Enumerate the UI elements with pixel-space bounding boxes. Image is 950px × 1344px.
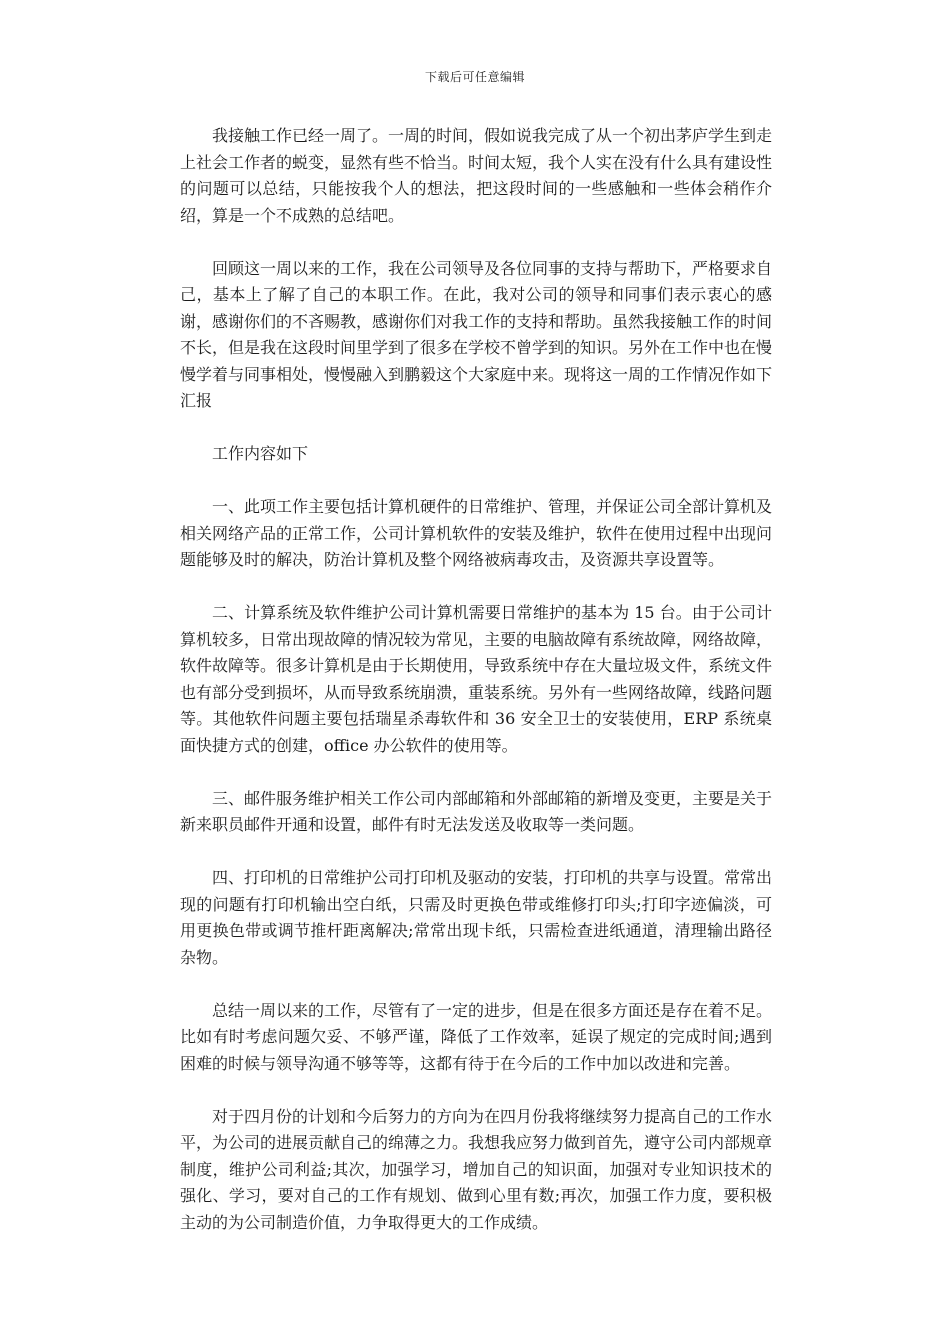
paragraph-intro: 我接触工作已经一周了。一周的时间，假如说我完成了从一个初出茅庐学生到走上社会工作者的蜕变，显然有些不恰当。时间太短，我个人实在没有什么具有建设性的问题可以总结，只能按我个人的想法，把这段时间的一些感触和一些体会稍作介绍，算是一个不成熟的总结吧。: [180, 126, 773, 225]
paragraph-plan: 对于四月份的计划和今后努力的方向为在四月份我将继续努力提高自己的工作水平，为公司的进展贡献自己的绵薄之力。我想我应努力做到首先，遵守公司内部规章制度，维护公司利益;其次，加强学习，增加自己的知识面，加强对专业知识技术的强化、学习，要对自己的工作有规划、做到心里有数;再次，加强工作力度，要积极主动的为公司制造价值，力争取得更大的工作成绩。: [180, 1106, 773, 1232]
paragraph-item-2: 二、计算系统及软件维护公司计算机需要日常维护的基本为 15 台。由于公司计算机较多，日常出现故障的情况较为常见，主要的电脑故障有系统故障，网络故障，软件故障等。很多计算机是由于长期使用，导致系统中存在大量垃圾文件，系统文件也有部分受到损坏，从而导致系统崩溃，重装系统。另外有一些网络故障，线路问题等。其他软件问题主要包括瑞星杀毒软件和 36 安全卫士的安装使用，ERP 系统桌面快捷方式的创建，office 办公软件的使用等。: [180, 603, 773, 755]
paragraph-summary: 总结一周以来的工作，尽管有了一定的进步，但是在很多方面还是存在着不足。比如有时考虑问题欠妥、不够严谨，降低了工作效率，延误了规定的完成时间;遇到困难的时候与领导沟通不够等等，这都有待于在今后的工作中加以改进和完善。: [180, 1000, 773, 1073]
page-header: 下载后可任意编辑: [424, 70, 525, 84]
document-body: [180, 123, 772, 1263]
paragraph-item-3: 三、邮件服务维护相关工作公司内部邮箱和外部邮箱的新增及变更，主要是关于新来职员邮件开通和设置，邮件有时无法发送及收取等一类问题。: [180, 788, 773, 834]
paragraph-item-4: 四、打印机的日常维护公司打印机及驱动的安装，打印机的共享与设置。常常出现的问题有打印机输出空白纸，只需及时更换色带或维修打印头;打印字迹偏淡，可用更换色带或调节推杆距离解决;常常出现卡纸，只需检查进纸通道，清理输出路径杂物。: [180, 868, 773, 967]
paragraph-work-content-heading: 工作内容如下: [212, 444, 309, 463]
paragraph-item-1: 一、此项工作主要包括计算机硬件的日常维护、管理，并保证公司全部计算机及相关网络产品的正常工作，公司计算机软件的安装及维护，软件在使用过程中出现问题能够及时的解决，防治计算机及整个网络被病毒攻击，及资源共享设置等。: [180, 497, 773, 569]
paragraph-review: 回顾这一周以来的工作，我在公司领导及各位同事的支持与帮助下，严格要求自己，基本上了解了自己的本职工作。在此，我对公司的领导和同事们表示衷心的感谢，感谢你们的不吝赐教，感谢你们对我工作的支持和帮助。虽然我接触工作的时间不长，但是我在这段时间里学到了很多在学校不曾学到的知识。另外在工作中也在慢慢学着与同事相处，慢慢融入到鹏毅这个大家庭中来。现将这一周的工作情况作如下汇报: [180, 258, 773, 410]
